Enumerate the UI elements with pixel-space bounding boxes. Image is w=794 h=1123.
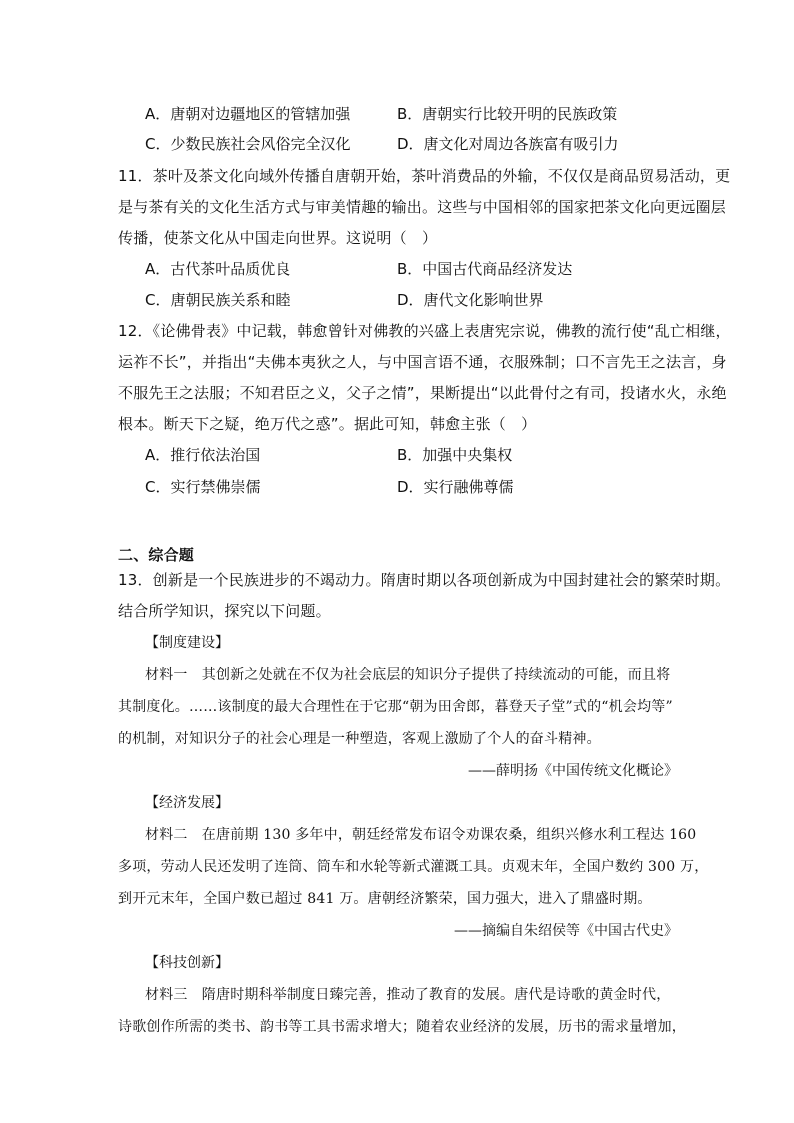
q12-stem-line-4: 根本。断天下之疑，绝万代之惑”。据此可知，韩愈主张（ ） bbox=[118, 415, 537, 433]
q13-stem-line-1: 13．创新是一个民族进步的不竭动力。隋唐时期以各项创新成为中国封建社会的繁荣时期。 bbox=[118, 571, 731, 589]
q12-stem-line-3: 不服先王之法服；不知君臣之义，父子之情”，果断提出“以此骨付之有司，投诸水火，永绝 bbox=[118, 384, 727, 402]
q12-stem-line-2: 运祚不长”，并指出“夫佛本夷狄之人，与中国言语不通，衣服殊制；口不言先王之法言，身 bbox=[118, 353, 727, 371]
material-2-line-3: 到开元末年，全国户数已超过 841 万。唐朝经济繁荣，国力强大，进入了鼎盛时期。 bbox=[118, 891, 652, 907]
q12-option-d[interactable]: D．实行融佛尊儒 bbox=[397, 478, 514, 496]
material-tag-technology: 【科技创新】 bbox=[145, 955, 229, 971]
q11-stem-line-1: 11．茶叶及茶文化向域外传播自唐朝开始，茶叶消费品的外输，不仅仅是商品贸易活动，更 bbox=[118, 167, 731, 185]
q11-stem-line-2: 是与茶有关的文化生活方式与审美情趣的输出。这些与中国相邻的国家把茶文化向更远圈层 bbox=[118, 198, 727, 216]
q10-option-c[interactable]: C．少数民族社会风俗完全汉化 bbox=[145, 135, 351, 153]
section-heading: 二、综合题 bbox=[118, 546, 195, 564]
material-1-line-3: 的机制，对知识分子的社会心理是一种塑造，客观上激励了个人的奋斗精神。 bbox=[118, 731, 601, 747]
q11-option-b[interactable]: B．中国古代商品经济发达 bbox=[397, 260, 573, 278]
material-2-source: ——摘编自朱绍侯等《中国古代史》 bbox=[454, 923, 678, 939]
q12-option-c[interactable]: C．实行禁佛崇儒 bbox=[145, 478, 261, 496]
material-2-line-1: 材料二 在唐前期 130 多年中，朝廷经常发布诏令劝课农桑，组织兴修水利工程达 160 bbox=[145, 827, 697, 843]
q12-option-a[interactable]: A．推行依法治国 bbox=[145, 446, 261, 464]
q10-option-d[interactable]: D．唐文化对周边各族富有吸引力 bbox=[397, 135, 619, 153]
q11-option-d[interactable]: D．唐代文化影响世界 bbox=[397, 291, 544, 309]
material-2-line-2: 多项，劳动人民还发明了连筒、筒车和水轮等新式灌溉工具。贞观末年，全国户数约 300 万， bbox=[118, 859, 709, 875]
q11-stem-line-3: 传播，使茶文化从中国走向世界。这说明（ ） bbox=[118, 229, 438, 247]
material-1-source: ——薛明扬《中国传统文化概论》 bbox=[468, 763, 678, 779]
material-3-line-2: 诗歌创作所需的类书、韵书等工具书需求增大；随着农业经济的发展，历书的需求量增加， bbox=[118, 1019, 686, 1035]
q11-option-a[interactable]: A．古代茶叶品质优良 bbox=[145, 260, 291, 278]
material-1-line-1: 材料一 其创新之处就在不仅为社会底层的知识分子提供了持续流动的可能，而且将 bbox=[145, 667, 671, 683]
q10-option-b[interactable]: B．唐朝实行比较开明的民族政策 bbox=[397, 105, 618, 123]
q13-stem-line-2: 结合所学知识，探究以下问题。 bbox=[118, 602, 331, 620]
material-3-line-1: 材料三 隋唐时期科举制度日臻完善，推动了教育的发展。唐代是诗歌的黄金时代， bbox=[145, 987, 671, 1003]
q10-option-a[interactable]: A．唐朝对边疆地区的管辖加强 bbox=[145, 105, 351, 123]
material-1-line-2: 其制度化。……该制度的最大合理性在于它那“朝为田舍郎，暮登天子堂”式的“机会均等” bbox=[118, 699, 673, 715]
material-tag-institution: 【制度建设】 bbox=[145, 635, 229, 651]
q11-option-c[interactable]: C．唐朝民族关系和睦 bbox=[145, 291, 291, 309]
q12-stem-line-1: 12．《论佛骨表》中记载，韩愈曾针对佛教的兴盛上表唐宪宗说，佛教的流行使“乱亡相继， bbox=[118, 322, 731, 340]
material-tag-economy: 【经济发展】 bbox=[145, 795, 229, 811]
q12-option-b[interactable]: B．加强中央集权 bbox=[397, 446, 513, 464]
